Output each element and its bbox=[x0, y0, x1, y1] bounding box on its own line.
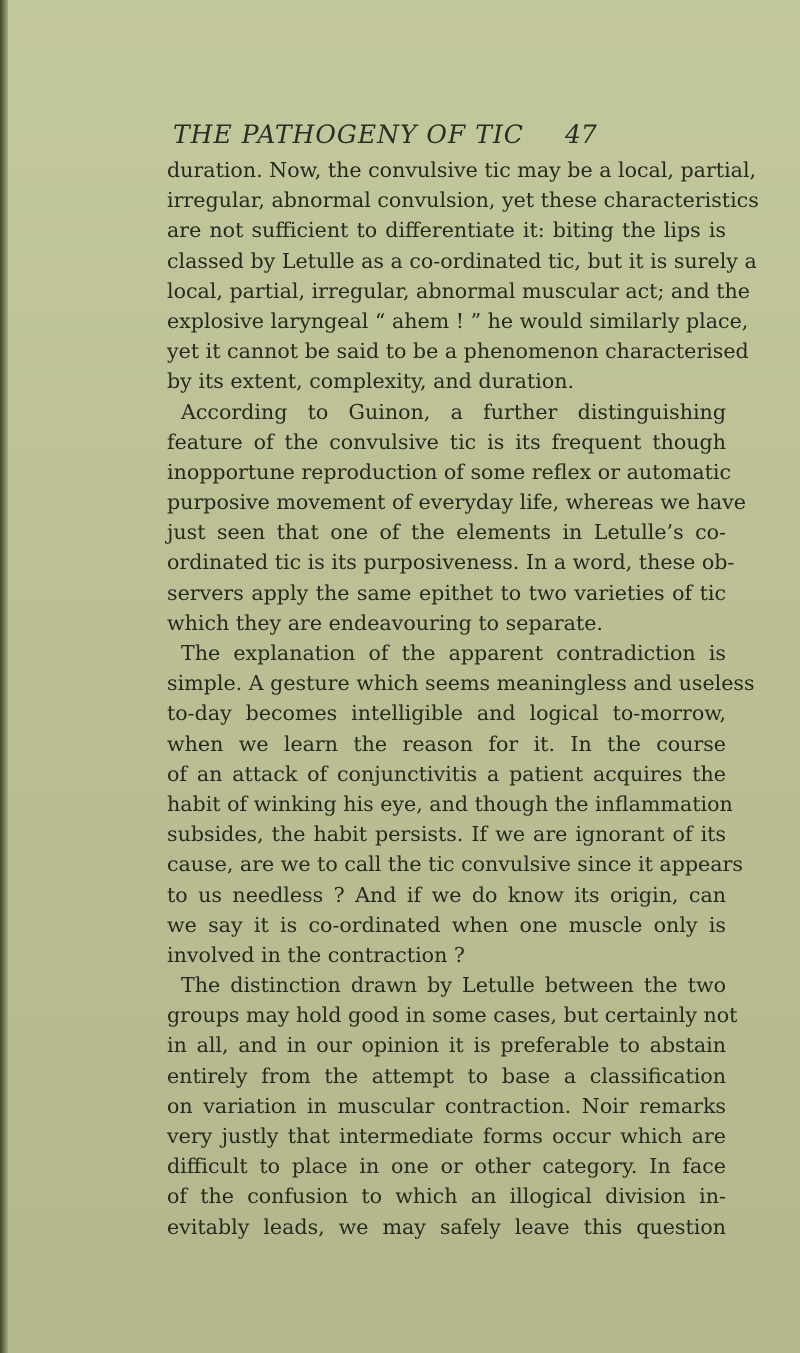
text-line: of an attack of conjunctivitis a patient acquires the bbox=[167, 761, 726, 786]
running-head bbox=[165, 120, 725, 154]
text-line: purposive movement of everyday life, whereas we have bbox=[167, 490, 746, 515]
text-line: to-day becomes intelligible and logical to-morrow, bbox=[167, 701, 726, 726]
text-line: feature of the convulsive tic is its frequent though bbox=[167, 429, 726, 454]
text-line: ordinated tic is its purposiveness. In a word, these ob- bbox=[167, 550, 735, 575]
body-text bbox=[167, 155, 759, 1242]
text-line: cause, are we to call the tic convulsive since it appears bbox=[167, 852, 743, 877]
text-line: by its extent, complexity, and duration. bbox=[167, 369, 575, 394]
text-line: irregular, abnormal convulsion, yet these characteristics bbox=[167, 188, 759, 213]
text-line: entirely from the attempt to base a classification bbox=[167, 1063, 726, 1088]
text-line: difficult to place in one or other category. In face bbox=[167, 1154, 726, 1179]
text-line: in all, and in our opinion it is preferable to abstain bbox=[167, 1033, 726, 1058]
text-line: of the confusion to which an illogical division in- bbox=[167, 1184, 726, 1209]
running-title: THE PATHOGENY OF TIC bbox=[173, 120, 524, 149]
text-line: subsides, the habit persists. If we are ignorant of its bbox=[167, 822, 726, 847]
text-line: habit of winking his eye, and though the inflammation bbox=[167, 791, 733, 816]
page-number: 47 bbox=[565, 120, 597, 149]
text-line: involved in the contraction ? bbox=[167, 942, 465, 967]
text-line: explosive laryngeal “ ahem ! ” he would similarly place, bbox=[167, 308, 749, 333]
text-line: which they are endeavouring to separate. bbox=[167, 610, 603, 635]
text-line: just seen that one of the elements in Letulle’s co- bbox=[167, 520, 726, 545]
text-line: local, partial, irregular, abnormal muscular act; and the bbox=[167, 278, 750, 303]
paragraph-start-line: The explanation of the apparent contradiction is bbox=[181, 641, 726, 665]
text-line: yet it cannot be said to be a phenomenon characterised bbox=[167, 339, 749, 364]
text-line: duration. Now, the convulsive tic may be a local, partial, bbox=[167, 158, 757, 182]
paragraph-start-line: The distinction drawn by Letulle between the two bbox=[181, 973, 726, 998]
text-line: evitably leads, we may safely leave this question bbox=[167, 1214, 726, 1239]
text-line: on variation in muscular contraction. Noir remarks bbox=[167, 1093, 726, 1118]
text-line: are not sufficient to differentiate it: biting the lips is bbox=[167, 218, 726, 243]
text-line: we say it is co-ordinated when one muscle only is bbox=[167, 912, 726, 937]
page-binding-edge bbox=[0, 0, 8, 1353]
paragraph-start-line: According to Guinon, a further distinguishing bbox=[181, 399, 726, 424]
text-line: when we learn the reason for it. In the course bbox=[167, 731, 726, 756]
text-line: inopportune reproduction of some reflex or automatic bbox=[167, 459, 732, 484]
text-line: groups may hold good in some cases, but certainly not bbox=[167, 1003, 738, 1028]
text-line: very justly that intermediate forms occur which are bbox=[167, 1124, 726, 1148]
text-line: classed by Letulle as a co-ordinated tic, but it is surely a bbox=[167, 248, 757, 273]
text-line: simple. A gesture which seems meaningless and useless bbox=[167, 671, 755, 696]
text-line: servers apply the same epithet to two varieties of tic bbox=[167, 580, 726, 605]
text-line: to us needless ? And if we do know its origin, can bbox=[167, 882, 726, 907]
